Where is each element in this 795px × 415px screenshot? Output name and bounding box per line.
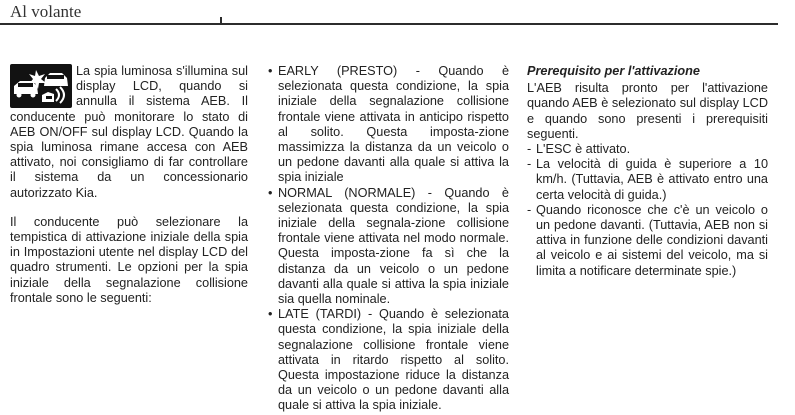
header-rule bbox=[0, 23, 778, 25]
prerequisite-heading: Prerequisito per l'attivazione bbox=[527, 64, 700, 78]
list-item-normal: • NORMAL (NORMALE) - Quando è selezionata questa condizione, la spia iniziale della segnala-zione collisione frontale viene attivata nel modo normale. Questa imposta-zione fa sì che la distanza da un veicolo o un pedone davanti alla quale si attiva la spia iniziale sia quella nominale. bbox=[268, 186, 509, 308]
intro-paragraph: La spia luminosa s'illumina sul display LCD, quando si annulla il sistema AEB. Il conducente può monitorare lo stato di AEB ON/OFF sul display LCD. Quando la spia luminosa rimane accesa con AEB attivato, noi consigliamo di far controllare il sistema da un concessionario autorizzato Kia. bbox=[10, 64, 248, 200]
page-header bbox=[0, 0, 780, 26]
timing-options-list bbox=[268, 64, 509, 414]
list-item: - Quando riconosce che c'è un veicolo o un pedone davanti. (Tuttavia, AEB non si attiva in funzione delle condizioni davanti al veicolo e ai sistemi del veicolo, ma si limita a notificare determinate spie.) bbox=[527, 203, 768, 279]
list-item-early: • EARLY (PRESTO) - Quando è selezionata questa condizione, la spia iniziale della segnalazione collisione frontale viene attivata in anticipo rispetto al solito. Questa imposta-zione massimizza la distanza da un veicolo o un pedone davanti alla quale si attiva la spia iniziale bbox=[268, 64, 509, 186]
prerequisite-list bbox=[527, 142, 768, 279]
column-middle bbox=[268, 64, 509, 414]
list-item: - L'ESC è attivato. bbox=[527, 142, 768, 157]
options-paragraph: Il conducente può selezionare la tempistica di attivazione iniziale della spia in Impostazioni utente nel display LCD del quadro strumenti. Le opzioni per la spia iniziale della segnalazione collisione frontale sono le seguenti: bbox=[10, 214, 248, 305]
column-left bbox=[10, 64, 248, 306]
column-right bbox=[527, 64, 768, 279]
list-item-late: • LATE (TARDI) - Quando è selezionata questa condizione, la spia iniziale della segnalazione collisione frontale viene attivata in ritardo rispetto al solito. Questa impostazione riduce la distanza da un veicolo o un pedone davanti alla quale si attiva la spia iniziale. bbox=[268, 307, 509, 413]
prerequisite-intro: L'AEB risulta pronto per l'attivazione quando AEB è selezionato sul display LCD e quando sono presenti i prerequisiti seguenti. bbox=[527, 81, 768, 141]
list-item: - La velocità di guida è superiore a 10 km/h. (Tuttavia, AEB è attivato entro una certa velocità di guida.) bbox=[527, 157, 768, 203]
section-title: Al volante bbox=[10, 2, 82, 21]
aeb-warning-icon bbox=[10, 64, 72, 108]
